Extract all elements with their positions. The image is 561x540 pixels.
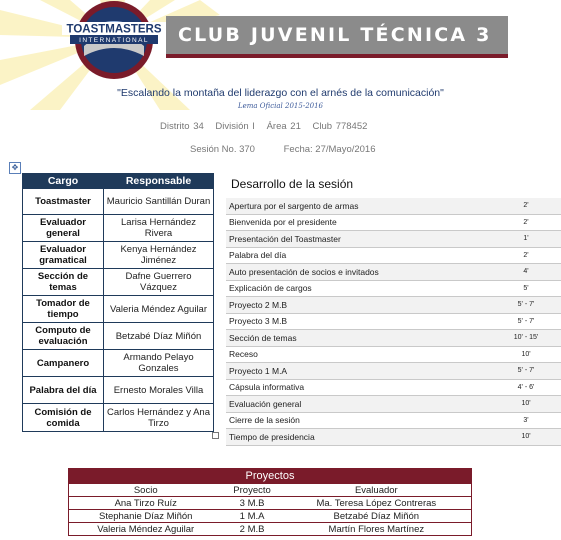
roles-table bbox=[22, 173, 214, 432]
role-name: Toastmaster bbox=[23, 189, 104, 215]
agenda-item: Auto presentación de socios e invitados bbox=[226, 264, 488, 281]
role-name: Campanero bbox=[23, 350, 104, 377]
session-info bbox=[190, 144, 402, 155]
projects-header-proyecto: Proyecto bbox=[222, 484, 281, 497]
agenda-item: Cierre de la sesión bbox=[226, 412, 488, 429]
table-row bbox=[226, 429, 561, 446]
project-code: 2 M.B bbox=[222, 523, 281, 536]
role-person: Carlos Hernández y Ana Tirzo bbox=[104, 404, 214, 432]
table-row bbox=[69, 510, 472, 523]
logo-top-text: TOASTMASTERS bbox=[66, 23, 162, 36]
table-row bbox=[23, 269, 214, 296]
projects-title: Proyectos bbox=[69, 469, 472, 484]
agenda-time: 1' bbox=[488, 231, 561, 248]
project-member: Valeria Méndez Aguilar bbox=[69, 523, 223, 536]
agenda-time: 10' - 15' bbox=[488, 330, 561, 347]
table-row bbox=[23, 377, 214, 404]
table-row bbox=[23, 323, 214, 350]
agenda-time: 4' bbox=[488, 264, 561, 281]
agenda-item: Tiempo de presidencia bbox=[226, 429, 488, 446]
club-info bbox=[160, 121, 375, 132]
table-row bbox=[226, 379, 561, 396]
project-code: 1 M.A bbox=[222, 510, 281, 523]
role-person: Valeria Méndez Aguilar bbox=[104, 296, 214, 323]
role-person: Betzabé Díaz Miñón bbox=[104, 323, 214, 350]
table-row bbox=[23, 215, 214, 242]
agenda-item: Proyecto 1 M.A bbox=[226, 363, 488, 380]
table-row bbox=[226, 346, 561, 363]
table-row bbox=[226, 330, 561, 347]
agenda-item: Cápsula informativa bbox=[226, 379, 488, 396]
table-row bbox=[226, 264, 561, 281]
table-row bbox=[226, 313, 561, 330]
role-name: Sección de temas bbox=[23, 269, 104, 296]
role-person: Ernesto Morales Villa bbox=[104, 377, 214, 404]
table-row bbox=[226, 396, 561, 413]
role-person: Kenya Hernández Jiménez bbox=[104, 242, 214, 269]
agenda-time: 2' bbox=[488, 214, 561, 231]
agenda-time: 10' bbox=[488, 396, 561, 413]
agenda-time: 5' - 7' bbox=[488, 313, 561, 330]
role-name: Comisión de comida bbox=[23, 404, 104, 432]
roles-header-responsable: Responsable bbox=[104, 174, 214, 189]
role-name: Computo de evaluación bbox=[23, 323, 104, 350]
table-row bbox=[226, 363, 561, 380]
table-row bbox=[226, 231, 561, 248]
projects-header-socio: Socio bbox=[69, 484, 223, 497]
agenda-time: 5' bbox=[488, 280, 561, 297]
agenda-item: Bienvenida por el presidente bbox=[226, 214, 488, 231]
agenda-title: Desarrollo de la sesión bbox=[231, 177, 354, 191]
agenda-item: Evaluación general bbox=[226, 396, 488, 413]
agenda-time: 4' - 6' bbox=[488, 379, 561, 396]
table-row bbox=[226, 280, 561, 297]
role-name: Palabra del día bbox=[23, 377, 104, 404]
projects-header-evaluador: Evaluador bbox=[282, 484, 472, 497]
agenda-item: Apertura por el sargento de armas bbox=[226, 198, 488, 214]
session-number: Sesión No. 370 bbox=[190, 144, 255, 155]
toastmasters-logo-icon bbox=[62, 0, 166, 80]
agenda-item: Presentación del Toastmaster bbox=[226, 231, 488, 248]
agenda-item: Sección de temas bbox=[226, 330, 488, 347]
project-member: Ana Tirzo Ruíz bbox=[69, 497, 223, 510]
project-evaluator: Betzabé Díaz Miñón bbox=[282, 510, 472, 523]
table-row bbox=[23, 189, 214, 215]
table-row bbox=[226, 247, 561, 264]
district: Distrito 34 bbox=[160, 121, 204, 132]
project-code: 3 M.B bbox=[222, 497, 281, 510]
role-name: Evaluador gramatical bbox=[23, 242, 104, 269]
agenda-time: 5' - 7' bbox=[488, 363, 561, 380]
agenda-time: 2' bbox=[488, 198, 561, 214]
table-row bbox=[23, 296, 214, 323]
agenda-time: 10' bbox=[488, 346, 561, 363]
agenda-time: 2' bbox=[488, 247, 561, 264]
move-handle-icon[interactable]: ✥ bbox=[9, 162, 21, 174]
official-motto-label: Lema Oficial 2015-2016 bbox=[237, 102, 324, 110]
division: División I bbox=[215, 121, 255, 132]
resize-handle[interactable] bbox=[212, 432, 219, 439]
club-number: Club 778452 bbox=[312, 121, 368, 132]
role-person: Dafne Guerrero Vázquez bbox=[104, 269, 214, 296]
table-row bbox=[23, 350, 214, 377]
table-row bbox=[69, 523, 472, 536]
roles-header-cargo: Cargo bbox=[23, 174, 104, 189]
agenda-item: Proyecto 3 M.B bbox=[226, 313, 488, 330]
club-title-bar bbox=[166, 16, 508, 58]
table-row bbox=[23, 242, 214, 269]
table-row bbox=[226, 198, 561, 214]
agenda-item: Receso bbox=[226, 346, 488, 363]
motto: "Escalando la montaña del liderazgo con el arnés de la comunicación" bbox=[117, 87, 444, 99]
table-row bbox=[23, 404, 214, 432]
table-row bbox=[226, 297, 561, 314]
role-person: Armando Pelayo Gonzales bbox=[104, 350, 214, 377]
role-name: Evaluador general bbox=[23, 215, 104, 242]
project-evaluator: Ma. Teresa López Contreras bbox=[282, 497, 472, 510]
agenda-time: 5' - 7' bbox=[488, 297, 561, 314]
area: Área 21 bbox=[266, 121, 301, 132]
project-member: Stephanie Díaz Miñón bbox=[69, 510, 223, 523]
role-person: Larisa Hernández Rivera bbox=[104, 215, 214, 242]
agenda-item: Explicación de cargos bbox=[226, 280, 488, 297]
agenda-item: Proyecto 2 M.B bbox=[226, 297, 488, 314]
projects-table bbox=[68, 468, 472, 536]
logo-bottom-text: INTERNATIONAL bbox=[79, 37, 149, 44]
role-name: Tomador de tiempo bbox=[23, 296, 104, 323]
table-row bbox=[69, 497, 472, 510]
session-date: Fecha: 27/Mayo/2016 bbox=[283, 144, 376, 155]
table-row bbox=[226, 412, 561, 429]
project-evaluator: Martín Flores Martínez bbox=[282, 523, 472, 536]
club-title: CLUB JUVENIL TÉCNICA 3 bbox=[178, 24, 492, 46]
agenda-table bbox=[226, 198, 561, 446]
table-row bbox=[226, 214, 561, 231]
role-person: Mauricio Santillán Duran bbox=[104, 189, 214, 215]
agenda-item: Palabra del día bbox=[226, 247, 488, 264]
agenda-time: 3' bbox=[488, 412, 561, 429]
agenda-time: 10' bbox=[488, 429, 561, 446]
